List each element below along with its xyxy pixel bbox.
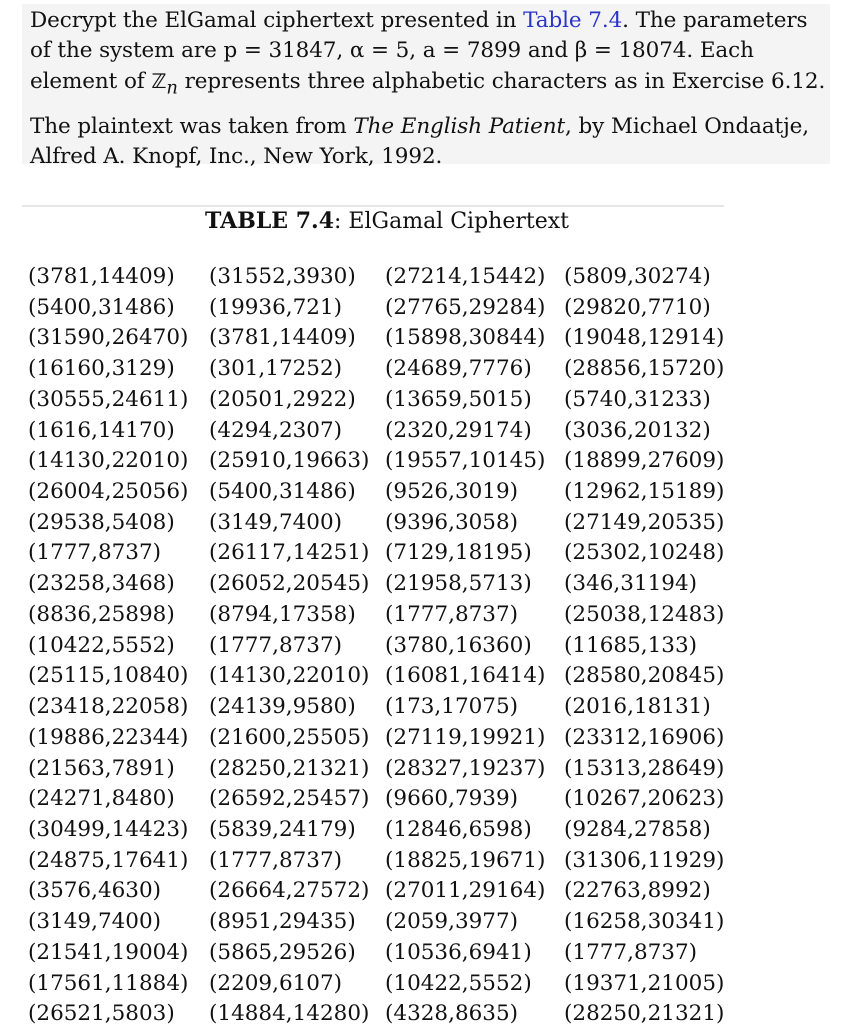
ciphertext-cell: (14130,22010): [28, 448, 189, 474]
ciphertext-cell: (3576,4630): [28, 878, 162, 904]
ciphertext-cell: (26664,27572): [209, 878, 370, 904]
table-row: [28, 938, 734, 969]
ciphertext-cell: (27011,29164): [385, 878, 546, 904]
ciphertext-cell: (28250,21321): [209, 755, 370, 781]
ciphertext-cell: (13659,5015): [385, 386, 532, 412]
ciphertext-cell: (23418,22058): [28, 694, 189, 720]
ciphertext-cell: (26052,20545): [209, 571, 370, 597]
ciphertext-cell: (2059,3977): [385, 909, 519, 935]
ciphertext-cell: (19557,10145): [385, 448, 546, 474]
table-row: [28, 477, 734, 508]
ciphertext-cell: (23258,3468): [28, 571, 175, 597]
ciphertext-cell: (10536,6941): [385, 939, 532, 965]
ciphertext-cell: (19048,12914): [564, 325, 725, 351]
ciphertext-cell: (27214,15442): [385, 264, 546, 289]
ciphertext-cell: (14884,14280): [209, 1001, 370, 1027]
ciphertext-cell: (28856,15720): [564, 356, 725, 382]
ciphertext-cell: (3780,16360): [385, 632, 532, 658]
ciphertext-cell: (17561,11884): [28, 970, 189, 996]
ciphertext-table-body: [28, 262, 734, 1030]
param-a: a = 7899: [422, 38, 522, 63]
table-row: [28, 876, 734, 907]
ciphertext-cell: (3149,7400): [209, 509, 343, 535]
table-row: [28, 692, 734, 723]
ciphertext-cell: (3149,7400): [28, 909, 162, 935]
table-row: [28, 262, 734, 293]
ciphertext-cell: (4328,8635): [385, 1001, 519, 1027]
ciphertext-cell: (10422,5552): [385, 970, 532, 996]
ciphertext-cell: (24689,7776): [385, 356, 532, 382]
table-row: [28, 784, 734, 815]
ciphertext-cell: (27119,19921): [385, 724, 546, 750]
ciphertext-cell: (31552,3930): [209, 264, 356, 289]
ciphertext-cell: (25910,19663): [209, 448, 370, 474]
table-row: [28, 416, 734, 447]
ciphertext-cell: (1777,8737): [28, 540, 162, 566]
ciphertext-cell: (15313,28649): [564, 755, 725, 781]
zn-subscript: n: [166, 77, 178, 99]
ciphertext-cell: (30499,14423): [28, 816, 189, 842]
ciphertext-cell: (5809,30274): [564, 264, 711, 289]
ciphertext-cell: (346,31194): [564, 571, 698, 597]
ciphertext-cell: (8951,29435): [209, 909, 356, 935]
ciphertext-cell: (9660,7939): [385, 786, 519, 812]
table-row: [28, 999, 734, 1030]
table-7-4-link[interactable]: Table 7.4: [523, 8, 623, 33]
ciphertext-cell: (29820,7710): [564, 294, 711, 320]
ciphertext-cell: (16160,3129): [28, 356, 175, 382]
ciphertext-cell: (18899,27609): [564, 448, 725, 474]
ciphertext-cell: (8794,17358): [209, 601, 356, 627]
ciphertext-cell: (1777,8737): [385, 601, 519, 627]
table-row: [28, 323, 734, 354]
ciphertext-cell: (2016,18131): [564, 694, 711, 720]
ciphertext-cell: (1616,14170): [28, 417, 175, 443]
param-alpha: α = 5: [349, 38, 410, 63]
ciphertext-cell: (14130,22010): [209, 663, 370, 689]
ciphertext-cell: (31306,11929): [564, 847, 725, 873]
table-row: [28, 661, 734, 692]
ciphertext-cell: (29538,5408): [28, 509, 175, 535]
ciphertext-cell: (5839,24179): [209, 816, 356, 842]
ciphertext-cell: (10267,20623): [564, 786, 725, 812]
table-row: [28, 538, 734, 569]
table-caption-label: TABLE 7.4: [205, 208, 335, 234]
param-p: p = 31847: [223, 38, 337, 63]
ciphertext-cell: (28580,20845): [564, 663, 725, 689]
ciphertext-cell: (9284,27858): [564, 816, 711, 842]
ciphertext-cell: (5865,29526): [209, 939, 356, 965]
table-row: [28, 293, 734, 324]
ciphertext-cell: (28327,19237): [385, 755, 546, 781]
ciphertext-cell: (2209,6107): [209, 970, 343, 996]
ciphertext-cell: (11685,133): [564, 632, 698, 658]
ciphertext-cell: (5400,31486): [209, 479, 356, 505]
ciphertext-cell: (4294,2307): [209, 417, 343, 443]
table-row: [28, 446, 734, 477]
ciphertext-cell: (15898,30844): [385, 325, 546, 351]
ciphertext-cell: (1777,8737): [564, 939, 698, 965]
zn-symbol: ℤ: [151, 69, 167, 93]
ciphertext-table: [28, 262, 734, 1030]
ciphertext-cell: (8836,25898): [28, 601, 175, 627]
table-row: [28, 907, 734, 938]
ciphertext-cell: (12962,15189): [564, 479, 725, 505]
ciphertext-cell: (20501,2922): [209, 386, 356, 412]
ciphertext-cell: (3781,14409): [209, 325, 356, 351]
exercise-paragraph-1: Decrypt the ElGamal ciphertext presented in Table 7.4. The parameters of the system are p = 31847, α = 5, a = 7899 and β = 18074. Each element of ℤ$_n$ represents three alphabetic characters as in Exercise 6.12.: [30, 8, 826, 99]
ciphertext-cell: (23312,16906): [564, 724, 725, 750]
ciphertext-cell: (26117,14251): [209, 540, 370, 566]
table-row: [28, 385, 734, 416]
ciphertext-cell: (24875,17641): [28, 847, 189, 873]
table-row: [28, 969, 734, 1000]
ciphertext-cell: (24139,9580): [209, 694, 356, 720]
ciphertext-cell: (27149,20535): [564, 509, 725, 535]
table-row: [28, 569, 734, 600]
ciphertext-cell: (12846,6598): [385, 816, 532, 842]
table-row: [28, 600, 734, 631]
ciphertext-cell: (16258,30341): [564, 909, 725, 935]
ciphertext-cell: (26521,5803): [28, 1001, 175, 1027]
table-row: [28, 815, 734, 846]
ciphertext-cell: (19936,721): [209, 294, 343, 320]
ciphertext-cell: (7129,18195): [385, 540, 532, 566]
ciphertext-cell: (3036,20132): [564, 417, 711, 443]
ciphertext-cell: (21541,19004): [28, 939, 189, 965]
ciphertext-cell: (10422,5552): [28, 632, 175, 658]
table-row: [28, 354, 734, 385]
table-caption-text: : ElGamal Ciphertext: [334, 209, 569, 234]
ciphertext-cell: (9526,3019): [385, 479, 519, 505]
ciphertext-cell: (16081,16414): [385, 663, 546, 689]
param-beta: β = 18074: [574, 38, 687, 63]
ciphertext-cell: (19371,21005): [564, 970, 725, 996]
ciphertext-cell: (28250,21321): [564, 1001, 725, 1027]
table-row: [28, 631, 734, 662]
ciphertext-cell: (26592,25457): [209, 786, 370, 812]
ciphertext-cell: (27765,29284): [385, 294, 546, 320]
ciphertext-cell: (19886,22344): [28, 724, 189, 750]
ciphertext-cell: (5400,31486): [28, 294, 175, 320]
table-row: [28, 508, 734, 539]
ciphertext-cell: (21563,7891): [28, 755, 175, 781]
ciphertext-cell: (5740,31233): [564, 386, 711, 412]
ciphertext-cell: (31590,26470): [28, 325, 189, 351]
ciphertext-cell: (26004,25056): [28, 479, 189, 505]
exercise-text-block: [22, 4, 830, 170]
ciphertext-cell: (25115,10840): [28, 663, 189, 689]
ciphertext-cell: (21958,5713): [385, 571, 532, 597]
table-row: [28, 723, 734, 754]
ciphertext-cell: (18825,19671): [385, 847, 546, 873]
ciphertext-cell: (301,17252): [209, 356, 343, 382]
ciphertext-cell: (24271,8480): [28, 786, 175, 812]
table-row: [28, 754, 734, 785]
ciphertext-cell: (22763,8992): [564, 878, 711, 904]
ciphertext-cell: (1777,8737): [209, 632, 343, 658]
ciphertext-cell: (2320,29174): [385, 417, 532, 443]
ciphertext-cell: (3781,14409): [28, 264, 175, 289]
book-title: The English Patient: [353, 114, 566, 140]
ciphertext-cell: (1777,8737): [209, 847, 343, 873]
ciphertext-cell: (30555,24611): [28, 386, 189, 412]
ciphertext-cell: (25038,12483): [564, 601, 725, 627]
ciphertext-cell: (9396,3058): [385, 509, 519, 535]
ciphertext-cell: (25302,10248): [564, 540, 725, 566]
ciphertext-cell: (21600,25505): [209, 724, 370, 750]
table-caption: [205, 206, 569, 237]
exercise-paragraph-2: The plaintext was taken from The English Patient, by Michael Ondaatje, Alfred A. Knopf, Inc., New York, 1992.: [30, 114, 810, 170]
ciphertext-cell: (173,17075): [385, 694, 519, 720]
table-row: [28, 846, 734, 877]
